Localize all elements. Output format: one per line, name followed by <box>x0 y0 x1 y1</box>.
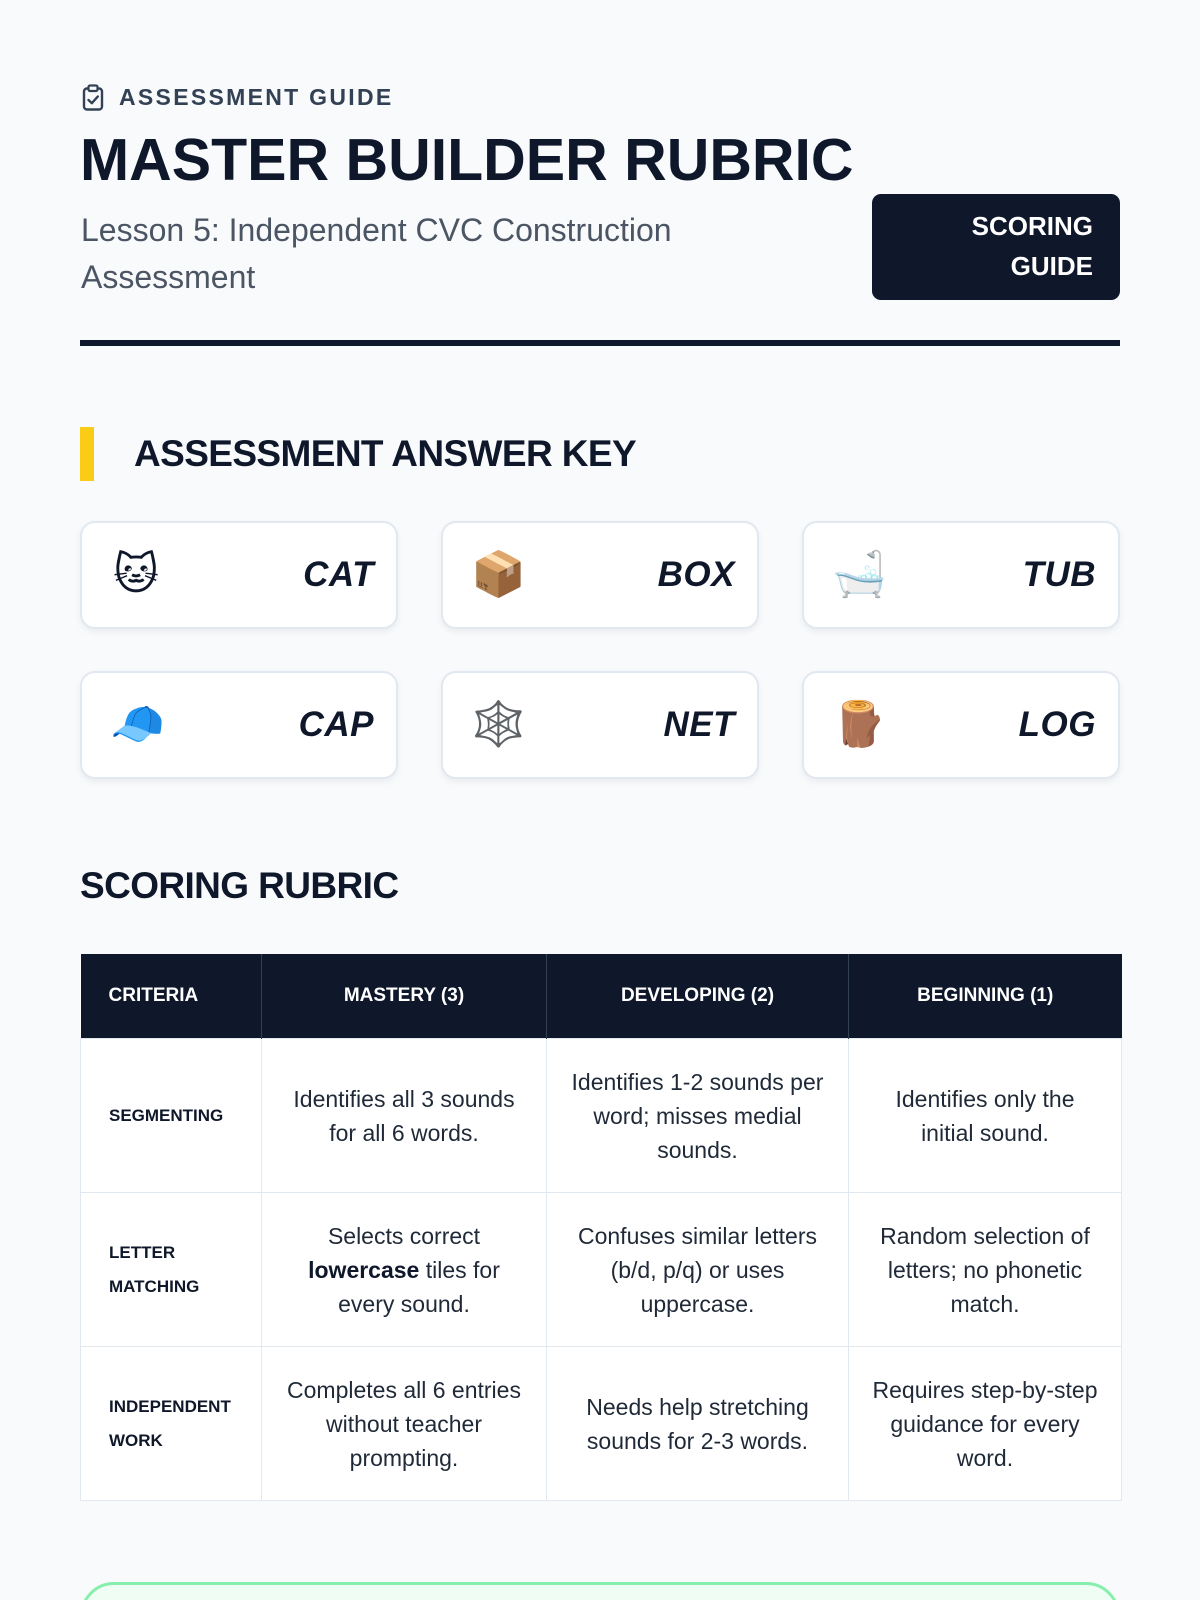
bottom-callout-box <box>80 1582 1120 1600</box>
rubric-table <box>80 954 1122 1501</box>
developing-cell: Needs help stretching sounds for 2-3 words. <box>547 1347 849 1501</box>
mastery-text-bold: lowercase <box>308 1256 420 1283</box>
eyebrow-text: ASSESSMENT GUIDE <box>119 83 394 110</box>
mastery-cell: Completes all 6 entries without teacher prompting. <box>262 1347 547 1501</box>
word-card-box <box>441 521 759 629</box>
word-label: BOX <box>657 555 735 594</box>
word-card-cat <box>80 521 398 629</box>
page-subtitle: Lesson 5: Independent CVC Construction Assessment <box>81 212 672 295</box>
header-mastery: MASTERY (3) <box>262 954 547 1039</box>
word-card-cap <box>80 671 398 779</box>
rubric-title: SCORING RUBRIC <box>80 865 399 906</box>
criteria-cell: SEGMENTING <box>81 1039 262 1193</box>
mastery-text-pre: Selects correct <box>327 1222 481 1249</box>
beginning-cell: Identifies only the initial sound. <box>849 1039 1122 1193</box>
page-title: MASTER BUILDER RUBRIC <box>80 127 854 193</box>
log-icon: 🪵 <box>832 700 887 749</box>
cat-icon: 🐱 <box>113 550 159 599</box>
box-icon: 📦 <box>471 550 526 599</box>
spider-web-icon: 🕸️ <box>471 700 526 749</box>
word-card-net <box>441 671 759 779</box>
section-accent-bar <box>80 427 94 481</box>
mastery-cell: Identifies all 3 sounds for all 6 words. <box>262 1039 547 1193</box>
scoring-guide-badge: SCORING GUIDE <box>872 194 1120 300</box>
word-card-log <box>802 671 1120 779</box>
header-beginning: BEGINNING (1) <box>849 954 1122 1039</box>
beginning-cell: Requires step-by-step guidance for every word. <box>849 1347 1122 1501</box>
mastery-cell <box>262 1193 547 1347</box>
criteria-cell <box>81 1347 262 1501</box>
answer-key-title: ASSESSMENT ANSWER KEY <box>134 433 637 474</box>
eyebrow-label <box>81 80 394 114</box>
header-developing: DEVELOPING (2) <box>547 954 849 1039</box>
mastery-text-post: tiles for every sound. <box>338 1256 500 1317</box>
criteria-cell <box>81 1193 262 1347</box>
word-label: NET <box>663 705 735 744</box>
cap-icon: 🧢 <box>110 700 165 749</box>
beginning-cell: Random selection of letters; no phonetic match. <box>849 1193 1122 1347</box>
word-card-tub <box>802 521 1120 629</box>
word-label: CAT <box>303 555 374 594</box>
developing-cell: Confuses similar letters (b/d, p/q) or uses uppercase. <box>547 1193 849 1347</box>
header-criteria: CRITERIA <box>81 954 262 1039</box>
developing-cell: Identifies 1-2 sounds per word; misses medial sounds. <box>547 1039 849 1193</box>
word-label: CAP <box>298 705 374 744</box>
criteria-text: INDEPENDENT WORK <box>109 1396 231 1450</box>
answer-key-grid <box>80 521 1120 779</box>
table-row <box>81 1347 1122 1501</box>
bathtub-icon: 🛁 <box>832 550 887 599</box>
table-row <box>81 1039 1122 1193</box>
header-divider <box>80 340 1120 346</box>
criteria-text: LETTER MATCHING <box>109 1242 200 1296</box>
clipboard-check-icon <box>81 84 105 111</box>
table-row <box>81 1193 1122 1347</box>
rubric-header-row <box>81 954 1122 1039</box>
word-label: LOG <box>1018 705 1096 744</box>
word-label: TUB <box>1022 555 1096 594</box>
